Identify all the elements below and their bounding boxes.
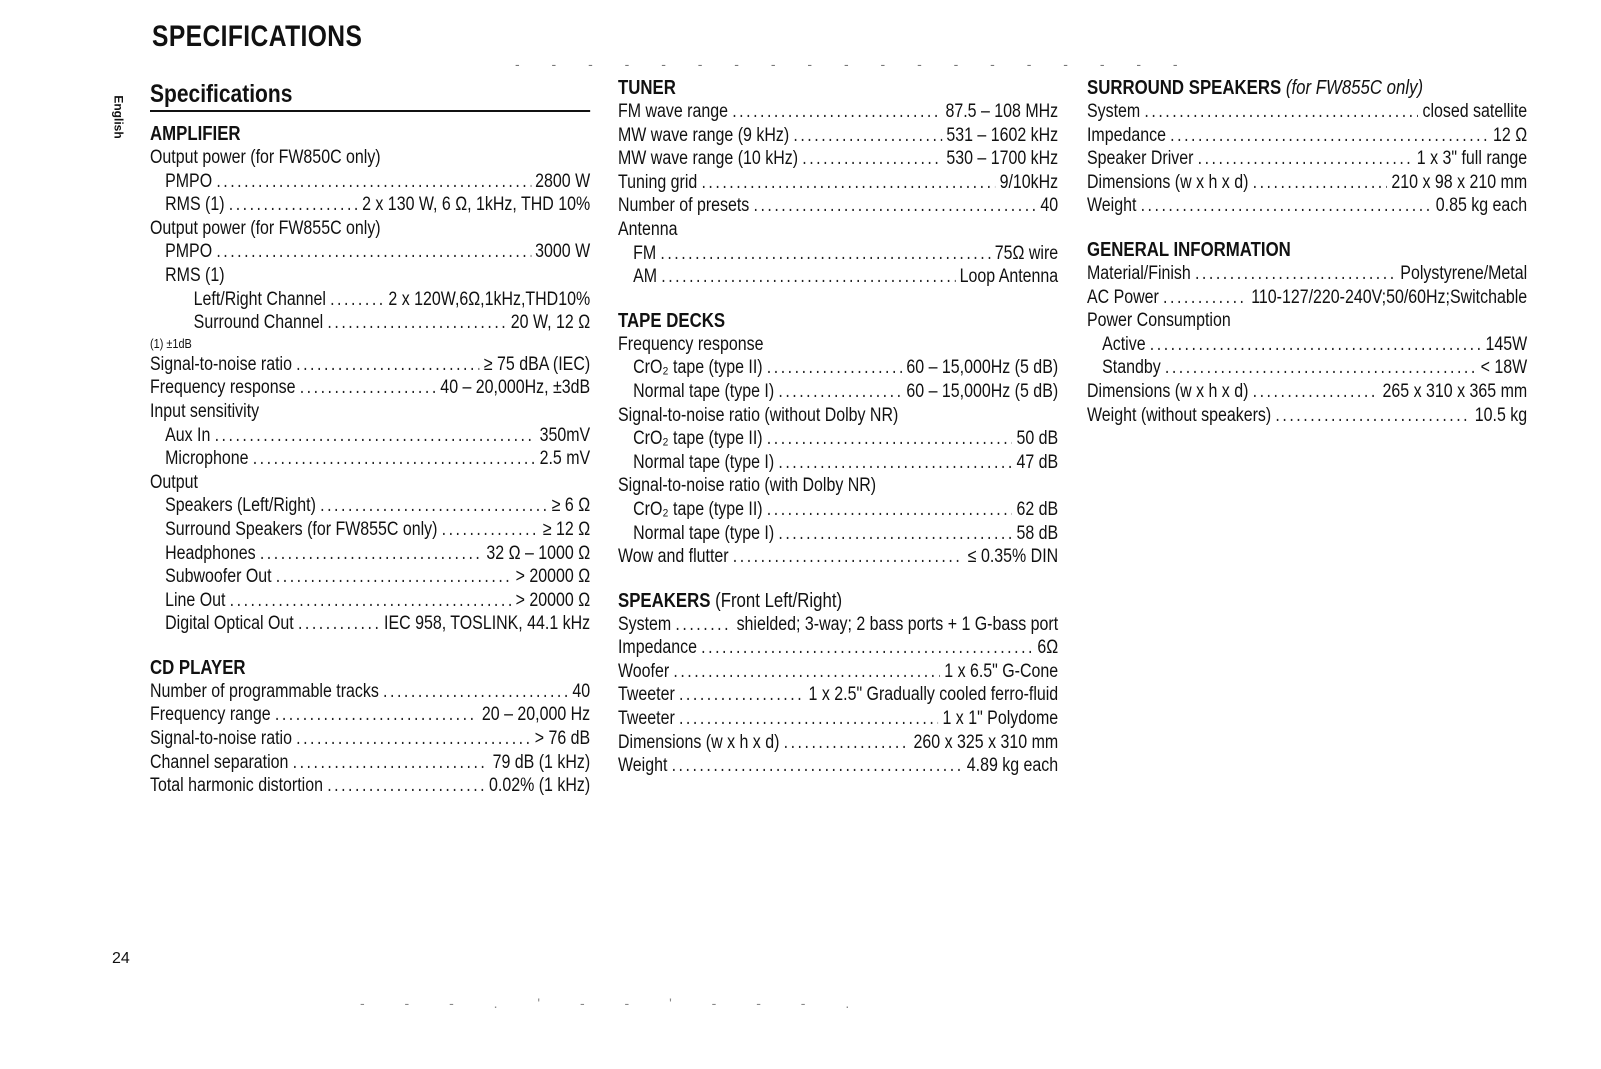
spec-label: Signal-to-noise ratio (without Dolby NR): [618, 404, 899, 426]
spec-label: Total harmonic distortion: [150, 775, 323, 797]
spec-row: [618, 356, 1058, 380]
dot-leader: [732, 100, 941, 124]
spec-row: [150, 542, 590, 566]
right-sections: [1087, 76, 1527, 427]
spec-label: Impedance: [1087, 124, 1166, 146]
section-heading-note: (for FW855C only): [1285, 77, 1424, 99]
section-heading: [618, 76, 1058, 100]
spec-label: Normal tape (type I): [633, 380, 775, 402]
spec-label: Weight (without speakers): [1087, 404, 1272, 426]
spec-row: [150, 447, 590, 471]
spec-value: 1 x 2.5" Gradually cooled ferro-fluid: [808, 684, 1059, 706]
spec-label: MW wave range (9 kHz): [618, 124, 790, 146]
spec-label: Output: [150, 471, 198, 493]
spec-label: Surround Channel: [193, 312, 324, 334]
section-heading: [150, 656, 590, 680]
spec-row: [150, 703, 590, 727]
dot-leader: [327, 311, 506, 335]
spec-value: closed satellite: [1422, 101, 1528, 122]
spec-row: [618, 171, 1058, 195]
spec-label: Speakers (Left/Right): [165, 495, 316, 517]
spec-label: Subwoofer Out: [165, 566, 272, 588]
spec-value: 40 – 20,000Hz, ±3dB: [440, 377, 591, 399]
spec-value: 1 x 1" Polydome: [942, 708, 1059, 730]
spec-value: 145W: [1485, 333, 1528, 355]
spec-label: Impedance: [618, 637, 697, 659]
dot-leader: [1165, 356, 1476, 380]
spec-value: 12 Ω: [1493, 124, 1528, 146]
spec-value: 32 Ω – 1000 Ω: [486, 542, 591, 564]
column-left-content: [150, 76, 590, 798]
dot-leader: [778, 451, 1012, 475]
spec-row: [150, 335, 590, 353]
spec-label: Wow and flutter: [618, 546, 729, 568]
spec-label: Normal tape (type I): [633, 522, 775, 544]
section-heading: [618, 309, 1058, 333]
spec-row: [150, 288, 590, 312]
section-speakers: [618, 589, 1058, 778]
spec-value: shielded; 3-way; 2 bass ports + 1 G-bass port: [736, 613, 1059, 635]
dot-leader: [1195, 262, 1396, 286]
spec-value: 9/10kHz: [999, 171, 1059, 193]
spec-value: 40: [572, 680, 591, 702]
section-cd-player: [150, 656, 590, 798]
spec-row: [1087, 286, 1527, 310]
spec-label: Frequency response: [150, 377, 296, 399]
scan-artifact-top: - - - - - - - - - - - - - - - - - - -: [515, 56, 1192, 72]
spec-label: Tweeter: [618, 684, 675, 706]
dot-leader: [660, 242, 990, 266]
spec-row: [618, 380, 1058, 404]
spec-row: [1087, 404, 1527, 428]
spec-row: [618, 427, 1058, 451]
spec-label: Digital Optical Out: [165, 613, 294, 635]
spec-label: Microphone: [165, 448, 249, 470]
dot-leader: [1163, 286, 1247, 310]
dot-leader: [442, 518, 539, 542]
dot-leader: [230, 589, 512, 613]
spec-row: [150, 518, 590, 542]
dot-leader: [383, 680, 568, 704]
spec-value: 3000 W: [535, 241, 591, 263]
spec-value: 110-127/220-240V;50/60Hz;Switchable: [1251, 286, 1528, 308]
spec-label: System: [618, 613, 672, 635]
spec-row: [1087, 194, 1527, 218]
dot-leader: [778, 380, 902, 404]
spec-row: [150, 353, 590, 377]
section-amplifier: [150, 122, 590, 636]
spec-row: [150, 170, 590, 194]
spec-row: [618, 707, 1058, 731]
spec-value: 20 W, 12 Ω: [510, 312, 591, 334]
spec-value: > 76 dB: [534, 728, 591, 750]
spec-label: Woofer: [618, 660, 670, 682]
spec-value: 6Ω: [1037, 637, 1059, 659]
spec-label: RMS (1): [165, 194, 225, 216]
spec-row: [1087, 380, 1527, 404]
spec-row: [1087, 262, 1527, 286]
left-sections: [150, 122, 590, 798]
spec-value: 62 dB: [1016, 498, 1059, 520]
spec-row: [150, 727, 590, 751]
spec-label: Weight: [1087, 195, 1137, 217]
dot-leader: [793, 124, 942, 148]
spec-value: < 18W: [1480, 357, 1528, 379]
spec-label: PMPO: [165, 241, 213, 263]
spec-row: [618, 474, 1058, 498]
spec-row: [618, 451, 1058, 475]
spec-value: 40: [1040, 195, 1059, 217]
spec-row: [150, 311, 590, 335]
spec-value: IEC 958, TOSLINK, 44.1 kHz: [384, 613, 591, 635]
dot-leader: [1144, 100, 1418, 124]
dot-leader: [675, 613, 732, 637]
section-heading: [1087, 76, 1527, 100]
dot-leader: [296, 353, 479, 377]
spec-label: Power Consumption: [1087, 310, 1231, 332]
spec-value: 265 x 310 x 365 mm: [1382, 380, 1528, 402]
spec-label: CrO₂ tape (type II): [633, 498, 763, 520]
spec-value: ≤ 0.35% DIN: [967, 546, 1059, 568]
section-heading-qualifier: (Front Left/Right): [715, 589, 843, 612]
spec-row: [618, 545, 1058, 569]
dot-leader: [1253, 171, 1388, 195]
spec-value: 2 x 130 W, 6 Ω, 1kHz, THD 10%: [362, 194, 591, 216]
spec-row: [618, 754, 1058, 778]
section-heading-text: TAPE DECKS: [618, 309, 726, 332]
spec-label: Channel separation: [150, 751, 289, 773]
section-tuner: [618, 76, 1058, 289]
spec-value: 530 – 1700 kHz: [946, 148, 1059, 170]
spec-label: Input sensitivity: [150, 400, 260, 422]
section-heading-text: SURROUND SPEAKERS: [1087, 77, 1282, 99]
spec-label: Output power (for FW855C only): [150, 217, 381, 239]
spec-row: [618, 265, 1058, 289]
spec-label: CrO₂ tape (type II): [633, 357, 763, 379]
spec-value: Polystyrene/Metal: [1400, 262, 1528, 284]
spec-row: [1087, 333, 1527, 357]
spec-value: 0.85 kg each: [1435, 195, 1528, 217]
spec-label: CrO₂ tape (type II): [633, 428, 763, 450]
dot-leader: [276, 565, 512, 589]
dot-leader: [293, 751, 489, 775]
dot-leader: [275, 703, 478, 727]
dot-leader: [260, 542, 482, 566]
spec-label: PMPO: [165, 170, 213, 192]
spec-row: [618, 124, 1058, 148]
spec-label: Line Out: [165, 589, 226, 611]
spec-row: [150, 589, 590, 613]
dot-leader: [215, 424, 536, 448]
spec-row: [618, 683, 1058, 707]
section-heading-text: TUNER: [618, 77, 676, 99]
spec-row: [150, 217, 590, 241]
spec-label: AC Power: [1087, 286, 1159, 308]
dot-leader: [1150, 333, 1481, 357]
spec-row: [1087, 100, 1527, 124]
spec-value: 75Ω wire: [994, 242, 1059, 264]
spec-value: 1 x 3" full range: [1416, 148, 1528, 170]
spec-label: Normal tape (type I): [633, 451, 775, 473]
dot-leader: [733, 545, 964, 569]
spec-label: Weight: [618, 755, 668, 777]
spec-label: Aux In: [165, 424, 211, 446]
spec-value: 47 dB: [1016, 451, 1059, 473]
spec-label: Output power (for FW850C only): [150, 147, 381, 168]
spec-label: Left/Right Channel: [193, 288, 326, 310]
dot-leader: [679, 707, 938, 731]
dot-leader: [701, 171, 995, 195]
spec-label: Material/Finish: [1087, 262, 1191, 284]
spec-row: [618, 636, 1058, 660]
spec-value: 2800 W: [535, 170, 591, 192]
spec-value: 531 – 1602 kHz: [946, 124, 1059, 146]
dot-leader: [679, 683, 804, 707]
spec-row: [150, 751, 590, 775]
spec-row: [618, 613, 1058, 637]
spec-row: [618, 522, 1058, 546]
spec-value: 87.5 – 108 MHz: [945, 101, 1059, 122]
spec-row: [150, 146, 590, 170]
section-heading-text: GENERAL INFORMATION: [1087, 238, 1291, 261]
spec-value: 20 – 20,000 Hz: [481, 704, 591, 726]
spec-label: Standby: [1102, 357, 1161, 379]
spec-label: Tweeter: [618, 708, 675, 730]
spec-row: [618, 333, 1058, 357]
spec-row: [618, 404, 1058, 428]
spec-label: (1) ±1dB: [150, 335, 192, 351]
spec-row: [618, 100, 1058, 124]
spec-label: System: [1087, 101, 1141, 122]
spec-label: Signal-to-noise ratio: [150, 353, 292, 375]
spec-row: [150, 424, 590, 448]
dot-leader: [701, 636, 1033, 660]
spec-row: [150, 680, 590, 704]
dot-leader: [320, 494, 547, 518]
dot-leader: [229, 193, 358, 217]
specifications-subtitle: Specifications: [150, 76, 590, 112]
dot-leader: [1253, 380, 1379, 404]
section-general-information: [1087, 238, 1527, 427]
spec-row: [150, 400, 590, 424]
dot-leader: [661, 265, 955, 289]
spec-value: ≥ 12 Ω: [542, 518, 591, 540]
spec-label: Dimensions (w x h x d): [618, 731, 780, 753]
spec-value: 350mV: [539, 424, 591, 446]
spec-value: 50 dB: [1016, 428, 1059, 450]
spec-label: RMS (1): [165, 264, 225, 286]
spec-value: 1 x 6.5" G-Cone: [944, 660, 1059, 682]
spec-value: Loop Antenna: [959, 266, 1059, 288]
spec-row: [150, 193, 590, 217]
page-number: 24: [112, 950, 130, 967]
dot-leader: [327, 774, 485, 798]
spec-row: [618, 194, 1058, 218]
section-heading-text: SPEAKERS: [618, 589, 711, 612]
spec-value: 2.5 mV: [539, 448, 591, 470]
spec-label: Signal-to-noise ratio (with Dolby NR): [618, 475, 877, 497]
dot-leader: [673, 660, 940, 684]
spec-label: Number of presets: [618, 195, 750, 217]
spec-row: [618, 498, 1058, 522]
spec-row: [618, 242, 1058, 266]
spec-value: 79 dB (1 kHz): [492, 751, 591, 773]
spec-label: Signal-to-noise ratio: [150, 728, 292, 750]
spec-label: AM: [633, 266, 658, 288]
dot-leader: [296, 727, 530, 751]
spec-value: 60 – 15,000Hz (5 dB): [906, 357, 1059, 379]
dot-leader: [1275, 404, 1470, 428]
spec-value: ≥ 75 dBA (IEC): [483, 353, 591, 375]
spec-value: 10.5 kg: [1474, 404, 1528, 426]
spec-row: [618, 147, 1058, 171]
spec-label: FM: [633, 242, 657, 264]
scan-artifact-bottom: - - - . ' - - ' - - - .: [360, 995, 868, 1011]
dot-leader: [298, 612, 380, 636]
spec-label: Number of programmable tracks: [150, 680, 379, 702]
spec-label: Active: [1102, 333, 1146, 355]
spec-row: [150, 494, 590, 518]
spec-value: ≥ 6 Ω: [551, 495, 591, 517]
dot-leader: [753, 194, 1036, 218]
language-side-tab: [108, 94, 130, 140]
column-middle-content: [618, 76, 1058, 778]
spec-row: [150, 565, 590, 589]
dot-leader: [767, 356, 902, 380]
spec-value: 210 x 98 x 210 mm: [1391, 171, 1528, 193]
section-heading: [618, 589, 1058, 613]
spec-label: Surround Speakers (for FW855C only): [165, 518, 438, 540]
spec-label: Frequency response: [618, 333, 764, 355]
dot-leader: [784, 731, 910, 755]
dot-leader: [216, 170, 531, 194]
spec-value: 0.02% (1 kHz): [489, 775, 591, 797]
dot-leader: [767, 427, 1012, 451]
language-label: English: [112, 95, 126, 139]
spec-row: [150, 264, 590, 288]
spec-value: 60 – 15,000Hz (5 dB): [906, 380, 1059, 402]
dot-leader: [767, 498, 1012, 522]
spec-label: Frequency range: [150, 704, 271, 726]
section-heading: [150, 122, 590, 146]
spec-label: Headphones: [165, 542, 256, 564]
spec-row: [150, 376, 590, 400]
spec-row: [150, 774, 590, 798]
spec-row: [150, 240, 590, 264]
column-left: [150, 76, 590, 818]
middle-sections: [618, 76, 1058, 778]
spec-row: [1087, 147, 1527, 171]
spec-row: [150, 612, 590, 636]
spec-row: [618, 731, 1058, 755]
column-middle: [618, 76, 1058, 798]
spec-value: > 20000 Ω: [515, 566, 591, 588]
spec-row: [150, 471, 590, 495]
dot-leader: [300, 376, 436, 400]
spec-row: [1087, 309, 1527, 333]
dot-leader: [1198, 147, 1413, 171]
spec-label: Dimensions (w x h x d): [1087, 380, 1249, 402]
page-title: SPECIFICATIONS: [152, 20, 363, 53]
column-right: [1087, 76, 1527, 447]
spec-value: 58 dB: [1016, 522, 1059, 544]
dot-leader: [1141, 194, 1432, 218]
dot-leader: [253, 447, 536, 471]
spec-label: MW wave range (10 kHz): [618, 148, 799, 170]
spec-label: Antenna: [618, 218, 678, 240]
spec-row: [1087, 171, 1527, 195]
spec-row: [1087, 356, 1527, 380]
spec-row: [1087, 124, 1527, 148]
spec-value: > 20000 Ω: [515, 589, 591, 611]
section-heading-text: CD PLAYER: [150, 656, 246, 679]
section-heading-text: AMPLIFIER: [150, 123, 241, 145]
dot-leader: [778, 522, 1012, 546]
dot-leader: [216, 240, 531, 264]
dot-leader: [672, 754, 963, 778]
spec-value: 260 x 325 x 310 mm: [913, 731, 1059, 753]
spec-label: FM wave range: [618, 101, 729, 122]
section-tape-decks: [618, 309, 1058, 569]
spec-label: Dimensions (w x h x d): [1087, 171, 1249, 193]
section-heading: [1087, 238, 1527, 262]
dot-leader: [1170, 124, 1489, 148]
column-right-content: [1087, 76, 1527, 427]
spec-label: Tuning grid: [618, 171, 698, 193]
dot-leader: [330, 288, 384, 312]
spec-value: 4.89 kg each: [966, 755, 1059, 777]
spec-row: [618, 660, 1058, 684]
spec-row: [618, 218, 1058, 242]
spec-value: 2 x 120W,6Ω,1kHz,THD10%: [388, 288, 591, 310]
spec-label: Speaker Driver: [1087, 148, 1194, 170]
dot-leader: [802, 147, 942, 171]
section-surround-speakers: [1087, 76, 1527, 218]
